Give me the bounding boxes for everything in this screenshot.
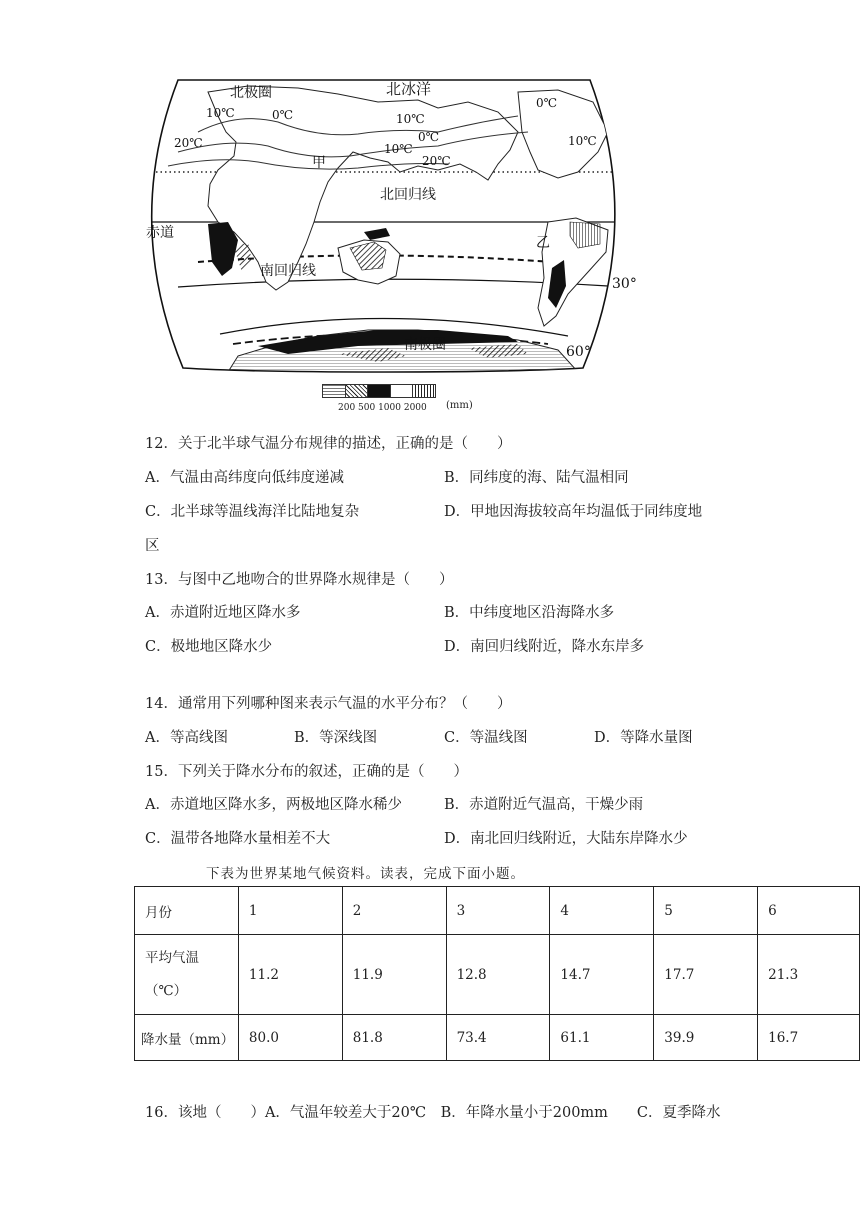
label-jia: 甲 <box>312 155 326 171</box>
table-cell: 21.3 <box>758 935 860 1015</box>
table-header-precipitation: 降水量（mm） <box>135 1015 239 1061</box>
q13-option-a: A．赤道附近地区降水多 <box>145 605 301 621</box>
label-tropic-of-capricorn: 南回归线 <box>260 263 316 279</box>
q14-option-b: B．等深线图 <box>294 730 378 746</box>
q14-stem: 14．通常用下列哪种图来表示气温的水平分布？（ ） <box>145 696 512 712</box>
q12-option-c: C．北半球等温线海洋比陆地复杂 <box>145 504 360 520</box>
label-arctic-circle: 北极圈 <box>230 85 272 101</box>
label-tropic-of-cancer: 北回归线 <box>380 187 436 203</box>
table-row-temperature <box>135 935 860 1015</box>
q15-option-a: A．赤道地区降水多，两极地区降水稀少 <box>145 797 402 813</box>
q13-stem: 13．与图中乙地吻合的世界降水规律是（ ） <box>145 572 454 588</box>
legend-ticks: 200 500 1000 2000 <box>338 403 427 413</box>
legend-swatch-1 <box>323 385 346 397</box>
table-cell: 11.9 <box>342 935 446 1015</box>
label-isotherm-10c-c: 10℃ <box>384 142 413 156</box>
legend-swatch-5 <box>413 385 435 397</box>
table-cell: 39.9 <box>654 1015 758 1061</box>
label-isotherm-0c-a: 0℃ <box>272 108 294 122</box>
table-cell: 80.0 <box>238 1015 342 1061</box>
legend-unit: (mm) <box>446 400 473 411</box>
q12-stem: 12．关于北半球气温分布规律的描述，正确的是（ ） <box>145 436 512 452</box>
table-cell: 12.8 <box>446 935 550 1015</box>
climate-table <box>134 886 860 1061</box>
q12-option-d-continued: 区 <box>145 538 160 554</box>
table-row-month <box>135 887 860 935</box>
label-equator: 赤道 <box>146 225 174 241</box>
label-isotherm-10c-b: 10℃ <box>396 112 425 126</box>
table-cell: 81.8 <box>342 1015 446 1061</box>
q12-option-b: B．同纬度的海、陆气温相同 <box>444 470 629 486</box>
table-header-temperature <box>135 935 239 1015</box>
q12-option-d: D．甲地因海拔较高年均温低于同纬度地 <box>444 504 703 520</box>
label-lat-30: 30° <box>612 276 637 292</box>
q15-stem: 15．下列关于降水分布的叙述，正确的是（ ） <box>145 764 468 780</box>
label-isotherm-10c-a: 10℃ <box>206 106 235 120</box>
label-lat-60: 60° <box>566 344 591 360</box>
table-cell: 14.7 <box>550 935 654 1015</box>
label-isotherm-0c-c: 0℃ <box>536 96 558 110</box>
q16-stem: 16．该地（ ）A．气温年较差大于20℃ B．年降水量小于200mm C．夏季降水 <box>145 1105 721 1121</box>
q12-option-a: A．气温由高纬度向低纬度递减 <box>145 470 344 486</box>
q14-option-c: C．等温线图 <box>444 730 528 746</box>
table-cell: 1 <box>238 887 342 935</box>
table-cell: 2 <box>342 887 446 935</box>
legend-swatches <box>322 384 436 398</box>
table-cell: 17.7 <box>654 935 758 1015</box>
q13-option-c: C．极地地区降水少 <box>145 639 273 655</box>
q15-option-d: D．南北回归线附近，大陆东岸降水少 <box>444 831 688 847</box>
label-antarctic-circle: 南极圈 <box>404 337 446 353</box>
table-cell: 3 <box>446 887 550 935</box>
table-cell: 61.1 <box>550 1015 654 1061</box>
table-cell: 73.4 <box>446 1015 550 1061</box>
label-isotherm-20c-a: 20℃ <box>174 136 203 150</box>
table-cell: 6 <box>758 887 860 935</box>
world-map-graphic <box>138 72 630 420</box>
label-isotherm-10c-d: 10℃ <box>568 134 597 148</box>
label-isotherm-0c-b: 0℃ <box>418 130 440 144</box>
precipitation-legend <box>322 384 482 414</box>
q13-option-b: B．中纬度地区沿海降水多 <box>444 605 615 621</box>
table-header-month: 月份 <box>135 887 239 935</box>
legend-swatch-3 <box>368 385 391 397</box>
table-cell: 11.2 <box>238 935 342 1015</box>
q14-option-d: D．等降水量图 <box>594 730 693 746</box>
label-yi: 乙 <box>536 235 550 251</box>
legend-swatch-4 <box>391 385 414 397</box>
q15-option-b: B．赤道附近气温高，干燥少雨 <box>444 797 644 813</box>
temp-label-line1: 平均气温 <box>145 949 199 966</box>
table-row-precipitation <box>135 1015 860 1061</box>
label-isotherm-20c-b: 20℃ <box>422 154 451 168</box>
table-intro: 下表为世界某地气候资料。读表，完成下面小题。 <box>206 866 525 882</box>
table-cell: 4 <box>550 887 654 935</box>
world-map <box>138 72 637 420</box>
table-cell: 5 <box>654 887 758 935</box>
table-cell: 16.7 <box>758 1015 860 1061</box>
q13-option-d: D．南回归线附近，降水东岸多 <box>444 639 645 655</box>
legend-swatch-2 <box>346 385 369 397</box>
q15-option-c: C．温带各地降水量相差不大 <box>145 831 331 847</box>
q14-option-a: A．等高线图 <box>145 730 228 746</box>
temp-label-line2: （℃） <box>145 982 188 999</box>
label-arctic-ocean: 北冰洋 <box>386 80 432 98</box>
